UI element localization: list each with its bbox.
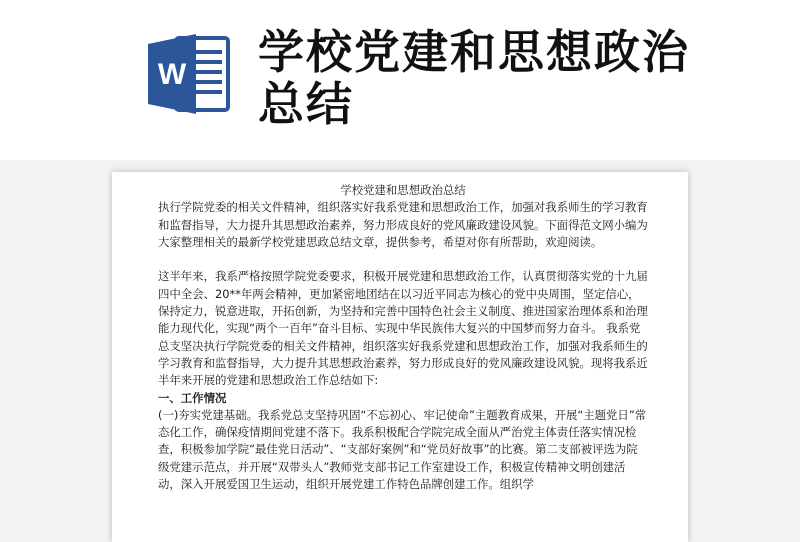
intro-paragraph: 执行学院党委的相关文件精神，组织落实好我系党建和思想政治工作，加强对我系师生的学习教育和监督指导，大力提升其思想政治素养，努力形成良好的党风廉政建设风貌。下面得范文网小编为大家整理相关的最新学校党建思政总结文章，提供参考，希望对你有所帮助，欢迎阅读。 [158, 200, 648, 249]
header-banner [0, 0, 800, 160]
page-title: 学校党建和思想政治总结 [258, 25, 690, 131]
document-title: 学校党建和思想政治总结 [340, 183, 466, 197]
svg-text:W: W [157, 58, 187, 91]
word-document-icon [146, 32, 232, 116]
document-page [112, 172, 688, 542]
paragraph-spacer [158, 251, 648, 268]
document-body [158, 182, 648, 493]
section-heading: 一、工作情况 [158, 390, 227, 405]
summary-paragraph: 这半年来，我系严格按照学院党委要求，积极开展党建和思想政治工作，认真贯彻落实党的十九届四中全会、20**年两会精神，更加紧密地团结在以习近平同志为核心的党中央周围，坚定信心，保持定力，锐意进取，开拓创新，为坚持和完善中国特色社会主义制度、推进国家治理体系和治理能力现代化，实现“两个一百年”奋斗目标、实现中华民族伟大复兴的中国梦而努力奋斗。 我系党总支坚决执行学院党委的相关文件精神，组织落实好我系党建和思想政治工作，加强对我系师生的学习教育和监督指导，大力提升其思想政治素养，努力形成良好的党风廉政建设风貌。现将我系近半年来开展的党建和思想政治工作总结如下: [158, 269, 648, 388]
section-paragraph: (一)夯实党建基础。我系党总支坚持巩固“不忘初心、牢记使命”主题教育成果，开展“主题党日”常态化工作，确保疫情期间党建不落下。我系积极配合学院完成全面从严治党主体责任落实情况检查，积极参加学院“最佳党日活动”、“支部好案例”和“党员好故事”的比赛。第二支部被评选为院级党建示范点，并开展“双带头人”教师党支部书记工作室建设工作，积极宣传精神文明创建活动，深入开展爱国卫生运动，组织开展党建工作特色品牌创建工作。组织学 [158, 407, 647, 492]
